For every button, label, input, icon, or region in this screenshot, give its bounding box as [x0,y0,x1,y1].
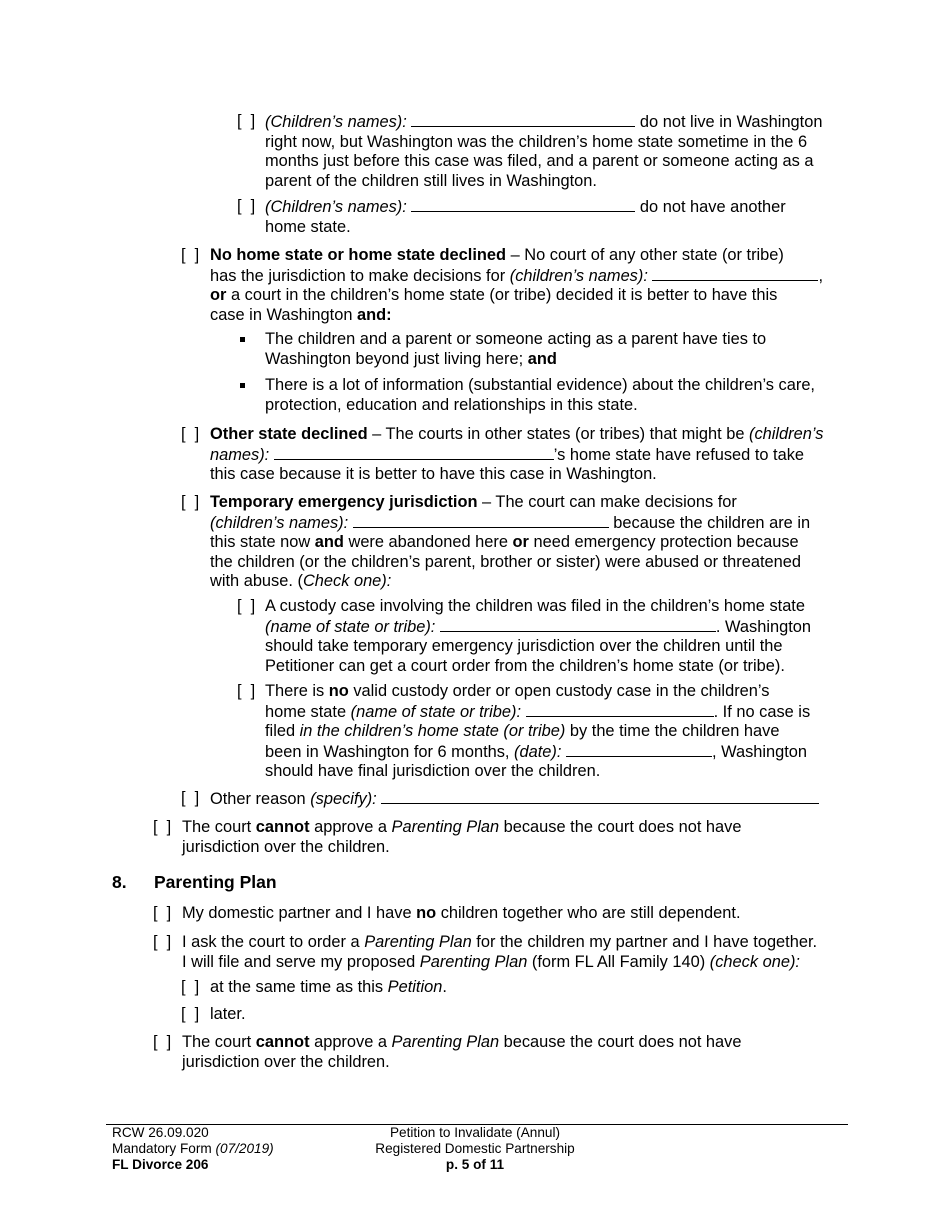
no-jurisdiction-parenting-option: The court cannot approve a Parenting Plan because the court does not have jurisdiction over the children. [182,1033,742,1071]
checkbox[interactable]: [ ] [153,818,172,836]
footer-left: RCW 26.09.020 Mandatory Form (07/2019) FL Divorce 206 [112,1125,274,1172]
section-title: Parenting Plan [154,872,277,892]
bullet-item: There is a lot of information (substantial evidence) about the children’s care, protection, education and relationships in this state. [265,376,815,414]
checkbox[interactable]: [ ] [181,1005,200,1023]
checkbox[interactable]: [ ] [181,978,200,996]
bullet-icon [240,337,245,342]
children-names-field[interactable] [411,197,635,212]
no-dependent-children-option: My domestic partner and I have no children together who are still dependent. [182,904,741,922]
state-or-tribe-field[interactable] [440,617,716,632]
children-names-field[interactable] [652,266,818,281]
checkbox[interactable]: [ ] [237,597,256,615]
children-home-state-option-2: (Children’s names): do not have another home state. [265,198,786,236]
no-valid-custody-order-option: There is no valid custody order or open custody case in the children’s home state (name of state or tribe): . If no case is filed in the children’s home state (or tribe) by the time the children have been in Washington for 6 months, (date): , Washington should have final jurisdiction over the children. [265,682,811,781]
parenting-plan-request-option: I ask the court to order a Parenting Plan for the children my partner and I have together. I will file and serve my proposed Parenting Plan (form FL All Family 140) (check one): [182,933,818,971]
bullet-icon [240,383,245,388]
children-home-state-option-1: (Children’s names): do not live in Washington right now, but Washington was the children’s home state sometime in the 6 months just before this case was filed, and a parent or someone acting as a parent of the children still lives in Washington. [265,113,823,190]
checkbox[interactable]: [ ] [153,933,172,951]
checkbox[interactable]: [ ] [181,789,200,807]
section-number: 8. [112,872,127,892]
state-or-tribe-field[interactable] [526,702,714,717]
checkbox[interactable]: [ ] [237,197,256,215]
bullet-item: The children and a parent or someone acting as a parent have ties to Washington beyond just living here; and [265,330,767,368]
other-reason-option: Other reason (specify): [210,789,850,810]
temporary-emergency-jurisdiction-option: Temporary emergency jurisdiction – The court can make decisions for (children’s names): because the children are in this state now and were abandoned here or need emergency protection because the children (or the children’s parent, brother or sister) were abused or threatened with abuse. (Check one): [210,493,811,591]
same-time-option: at the same time as this Petition. [210,978,447,996]
checkbox[interactable]: [ ] [153,1033,172,1051]
checkbox[interactable]: [ ] [237,682,256,700]
custody-case-filed-option: A custody case involving the children was filed in the children’s home state (name of state or tribe): . Washington should take temporary emergency jurisdiction over the children until the Petitioner can get a court order from the children’s home state (or tribe). [265,597,811,675]
field-label: (Children’s names): [265,113,407,131]
checkbox[interactable]: [ ] [181,425,200,443]
children-names-field[interactable] [411,112,635,127]
later-option: later. [210,1005,246,1023]
footer-center: Petition to Invalidate (Annul) Registered Domestic Partnership p. 5 of 11 [375,1125,575,1172]
other-state-declined-option: Other state declined – The courts in other states (or tribes) that might be (children’s names): ’s home state have refused to take this case because it is better to have this case in Washington. [210,425,824,484]
field-label: (Children’s names): [265,198,407,216]
no-jurisdiction-option: The court cannot approve a Parenting Plan because the court does not have jurisdiction over the children. [182,818,742,856]
children-names-field[interactable] [274,445,554,460]
no-home-state-option: No home state or home state declined – No court of any other state (or tribe) has the jurisdiction to make decisions for (children’s names): , or a court in the children’s home state (or tribe) decided it is better to have this case in Washington and: [210,246,824,324]
children-names-field[interactable] [353,513,609,528]
checkbox[interactable]: [ ] [181,246,200,264]
checkbox[interactable]: [ ] [237,112,256,130]
checkbox[interactable]: [ ] [181,493,200,511]
other-reason-field[interactable] [381,789,819,804]
checkbox[interactable]: [ ] [153,904,172,922]
date-field[interactable] [566,742,712,757]
